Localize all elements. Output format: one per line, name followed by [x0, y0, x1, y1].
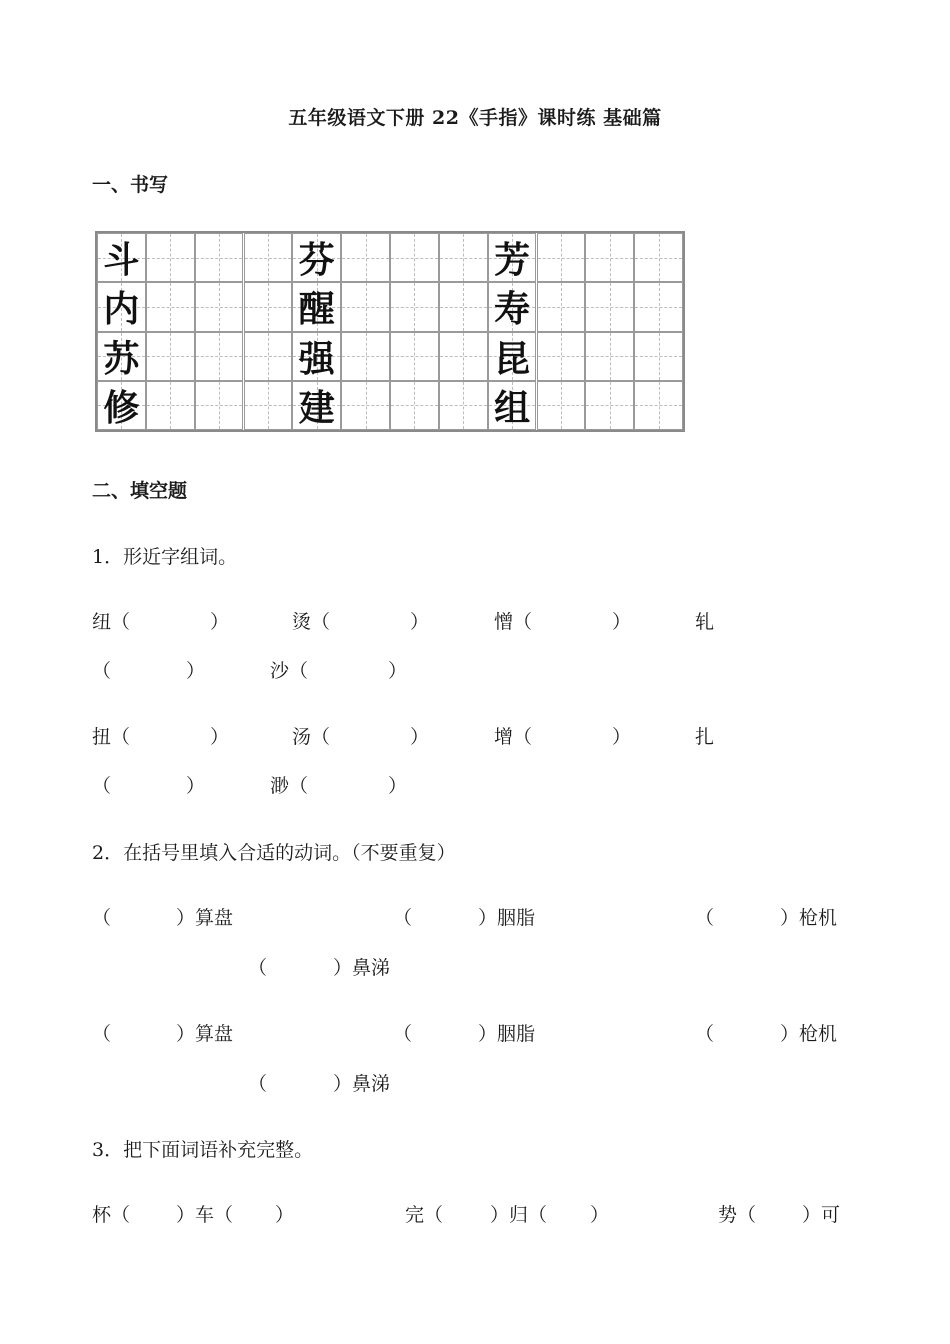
question-3-label: 3．把下面词语补充完整。: [92, 1139, 314, 1161]
q2-item: （: [393, 907, 413, 929]
grid-cell: [537, 233, 586, 282]
section-heading-writing: 一、书写: [92, 174, 169, 196]
grid-character: 强: [298, 338, 335, 380]
q1-item: ）: [410, 611, 430, 633]
grid-cell: [195, 282, 244, 331]
grid-cell: [488, 233, 537, 282]
grid-cell: [195, 332, 244, 381]
q3-item: ）可: [802, 1204, 841, 1226]
q2-item: （: [248, 1073, 268, 1095]
grid-character: 组: [494, 387, 531, 429]
q2-item: ）枪机: [780, 907, 838, 929]
grid-cell: [97, 233, 146, 282]
q1-item: 烫（: [292, 611, 331, 633]
q2-item: ）算盘: [176, 1023, 234, 1045]
grid-cell: [244, 332, 293, 381]
q3-item: 完（: [405, 1204, 444, 1226]
q1-item: 增（: [494, 726, 533, 748]
q3-item: ）归（: [490, 1204, 548, 1226]
grid-cell: [537, 282, 586, 331]
grid-cell: [488, 332, 537, 381]
grid-cell: [244, 381, 293, 430]
grid-cell: [634, 332, 683, 381]
q2-item: （: [695, 1023, 715, 1045]
q3-item: ）车（: [176, 1204, 234, 1226]
q1-item: （: [92, 775, 112, 797]
grid-cell: [244, 233, 293, 282]
grid-cell: [390, 332, 439, 381]
grid-cell: [244, 282, 293, 331]
q1-item: ）: [612, 726, 632, 748]
grid-cell: [488, 381, 537, 430]
q3-item: ）: [275, 1204, 295, 1226]
grid-cell: [439, 381, 488, 430]
grid-cell: [439, 233, 488, 282]
q1-item: ）: [612, 611, 632, 633]
grid-cell: [634, 282, 683, 331]
grid-cell: [146, 233, 195, 282]
grid-character: 醒: [298, 289, 335, 331]
q3-item: 杯（: [92, 1204, 131, 1226]
grid-cell: [537, 332, 586, 381]
grid-cell: [97, 282, 146, 331]
q1-item: 渺（: [270, 775, 309, 797]
grid-cell: [146, 282, 195, 331]
grid-character: 寿: [494, 289, 531, 331]
q2-item: ）胭脂: [478, 1023, 536, 1045]
grid-cell: [146, 332, 195, 381]
q2-item: ）鼻涕: [333, 957, 391, 979]
grid-cell: [488, 282, 537, 331]
grid-cell: [97, 332, 146, 381]
q2-item: ）枪机: [780, 1023, 838, 1045]
grid-character: 芳: [494, 240, 531, 282]
q1-item: ）: [186, 660, 206, 682]
q2-item: （: [92, 1023, 112, 1045]
q1-item: ）: [388, 775, 408, 797]
grid-cell: [195, 381, 244, 430]
q2-item: ）胭脂: [478, 907, 536, 929]
grid-cell: [292, 282, 341, 331]
q1-item: （: [92, 660, 112, 682]
q1-item: 纽（: [92, 611, 131, 633]
grid-cell: [292, 332, 341, 381]
grid-character: 修: [103, 387, 140, 429]
q2-item: ）算盘: [176, 907, 234, 929]
question-2-label: 2．在括号里填入合适的动词。（不要重复）: [92, 842, 456, 864]
q1-item: 轧: [695, 611, 715, 633]
q1-item: 扎: [695, 726, 715, 748]
grid-cell: [634, 233, 683, 282]
page-title: 五年级语文下册 22《手指》课时练 基础篇: [288, 107, 662, 129]
grid-cell: [341, 282, 390, 331]
grid-cell: [292, 381, 341, 430]
grid-cell: [585, 233, 634, 282]
q1-item: ）: [210, 611, 230, 633]
grid-cell: [390, 381, 439, 430]
grid-character: 建: [298, 387, 335, 429]
section-heading-fill-blank: 二、填空题: [92, 480, 188, 502]
q1-item: ）: [410, 726, 430, 748]
question-1-label: 1．形近字组词。: [92, 546, 238, 568]
grid-cell: [585, 282, 634, 331]
grid-cell: [537, 381, 586, 430]
q1-item: 扭（: [92, 726, 131, 748]
grid-cell: [585, 332, 634, 381]
grid-cell: [585, 381, 634, 430]
q2-item: （: [393, 1023, 413, 1045]
q2-item: （: [248, 957, 268, 979]
grid-cell: [634, 381, 683, 430]
q2-item: ）鼻涕: [333, 1073, 391, 1095]
grid-cell: [390, 282, 439, 331]
grid-cell: [341, 332, 390, 381]
grid-character: 斗: [103, 240, 140, 282]
q1-item: ）: [388, 660, 408, 682]
q1-item: ）: [210, 726, 230, 748]
grid-cell: [292, 233, 341, 282]
q1-item: 汤（: [292, 726, 331, 748]
q2-item: （: [92, 907, 112, 929]
q3-item: ）: [590, 1204, 610, 1226]
grid-cell: [341, 381, 390, 430]
grid-character: 芬: [298, 240, 335, 282]
grid-cell: [195, 233, 244, 282]
grid-cell: [439, 332, 488, 381]
grid-cell: [146, 381, 195, 430]
q1-item: 沙（: [270, 660, 309, 682]
grid-cell: [390, 233, 439, 282]
grid-character: 苏: [103, 338, 140, 380]
q2-item: （: [695, 907, 715, 929]
q1-item: ）: [186, 775, 206, 797]
q3-item: 势（: [718, 1204, 757, 1226]
grid-cell: [341, 233, 390, 282]
grid-character: 昆: [494, 338, 531, 380]
q1-item: 憎（: [494, 611, 533, 633]
grid-cell: [97, 381, 146, 430]
writing-grid: [95, 231, 685, 432]
grid-cell: [439, 282, 488, 331]
grid-character: 内: [103, 289, 140, 331]
